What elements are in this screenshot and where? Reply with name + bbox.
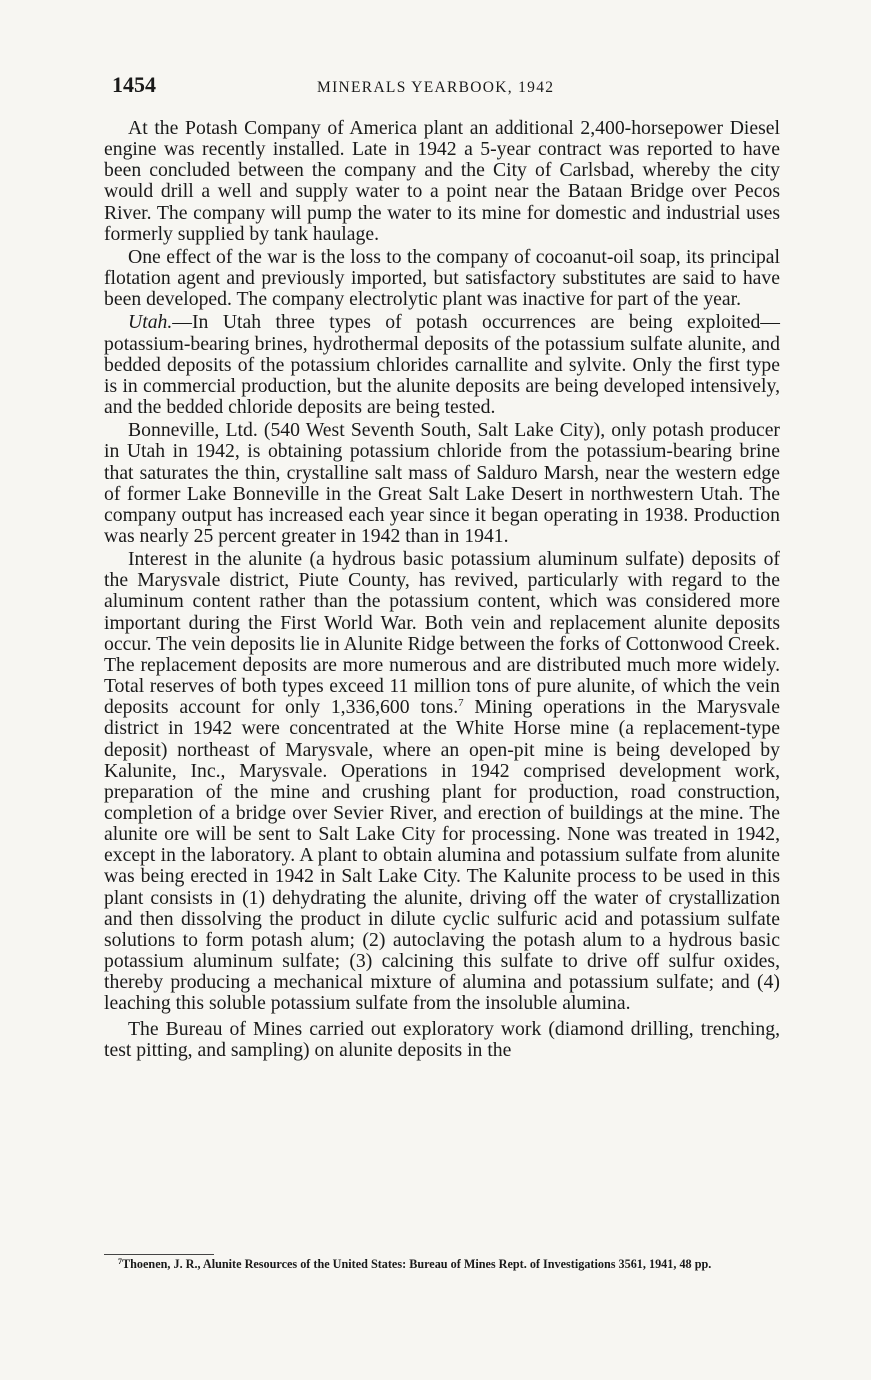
footnote-divider — [104, 1254, 214, 1255]
footnote-reference: 7 — [458, 697, 464, 710]
paragraph-text: At the Potash Company of America plant an additional 2,400-horsepower Diesel engine was recently installed. Late in 1942 a 5-year contract was reported to have been concluded between the company and the City of Carlsbad, whereby the city would drill a well and supply water to a point near the Bataan Bridge over Pecos River. The company will pump the water to its mine for domestic and industrial uses formerly supplied by tank haulage. — [104, 117, 780, 245]
page-number: 1454 — [112, 72, 156, 97]
footnote — [104, 1257, 780, 1271]
paragraph-text: Interest in the alunite (a hydrous basic potassium aluminum sulfate) deposits of the Marysvale district, Piute County, has revived, particularly with regard to the aluminum content rather than the potassium content, which was considered more important during the First World War. Both vein and replacement alunite deposits occur. The vein deposits lie in Alunite Ridge between the forks of Cottonwood Creek. The replacement deposits are more numerous and are distributed much more widely. Total reserves of both types exceed 11 million tons of pure alunite, of which the vein deposits account for only 1,336,600 tons. — [104, 548, 780, 719]
running-title: MINERALS YEARBOOK, 1942 — [317, 79, 555, 96]
paragraph-text: —In Utah three types of potash occurrences are being exploited—potassium-bearing brines, hydrothermal deposits of the potassium sulfate alunite, and bedded deposits of the potassium chlorides carnallite and sylvite. Only the first type is in commercial production, but the alunite deposits are being developed intensively, and the bedded chloride deposits are being tested. — [104, 311, 780, 419]
paragraph-text: The Bureau of Mines carried out exploratory work (diamond drilling, trenching, test pitting, and sampling) on alunite deposits in the — [104, 1017, 780, 1061]
paragraph-war-effect — [104, 247, 780, 310]
paragraph-text-continued: Mining operations in the Marysvale district in 1942 were concentrated at the White Horse mine (a replacement-type deposit) northeast of Marysvale, where an open-pit mine is being developed by Kalunite, Inc., Marysvale. Operations in 1942 comprised development work, preparation of the mine and crushing plant for production, road construction, completion of a bridge over Sevier River, and erection of buildings at the mine. The alunite ore will be sent to Salt Lake City for processing. None was treated in 1942, except in the laboratory. A plant to obtain alumina and potassium sulfate from alunite was being erected in 1942 in Salt Lake City. The Kalunite process to be used in this plant consists in (1) dehydrating the alunite, driving off the water of crystallization and then dissolving the product in dilute cyclic sulfuric acid and potassium sulfate solutions to form potash alum; (2) autoclaving the potash alum to a hydrous basic potassium aluminum sulfate; (3) calcining this sulfate to drive off sulfur oxides, thereby producing a mechanical mixture of alumina and potassium sulfate; and (4) leaching this soluble potassium sulfate from the insoluble alumina. — [104, 696, 780, 1015]
paragraph-text: One effect of the war is the loss to the company of cocoanut-oil soap, its principal flotation agent and previously imported, but satisfactory substitutes are said to have been developed. The company electrolytic plant was inactive for part of the year. — [104, 245, 780, 311]
section-heading-utah: Utah. — [128, 311, 173, 334]
paragraph-bonneville — [104, 420, 780, 547]
paragraph-utah — [104, 312, 780, 418]
paragraph-potash-company-plant — [104, 118, 780, 245]
page-header — [112, 72, 782, 102]
paragraph-bureau-of-mines — [104, 1019, 780, 1061]
body-text — [104, 118, 780, 1063]
paragraph-alunite-marysvale — [104, 549, 780, 1014]
footnote-marker: 7 — [118, 1257, 122, 1266]
footnote-text: Thoenen, J. R., Alunite Resources of the United States: Bureau of Mines Rept. of Investigations 3561, 1941, 48 pp. — [122, 1257, 712, 1271]
paragraph-text: Bonneville, Ltd. (540 West Seventh South, Salt Lake City), only potash producer in Utah in 1942, is obtaining potassium chloride from the potassium-bearing brine that saturates the thin, crystalline salt mass of Salduro Marsh, near the western edge of former Lake Bonneville in the Great Salt Lake Desert in northwestern Utah. The company output has increased each year since it began operating in 1938. Production was nearly 25 percent greater in 1942 than in 1941. — [104, 419, 780, 547]
